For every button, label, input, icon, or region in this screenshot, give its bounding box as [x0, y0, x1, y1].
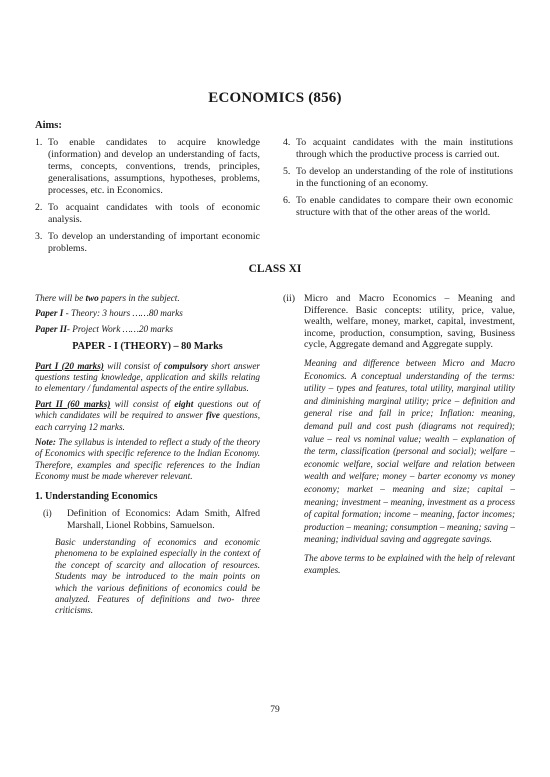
- aim-text: To enable candidates to compare their own economic structure with that of the other areas of the world.: [296, 195, 513, 218]
- topic-text: Definition of Economics: Adam Smith, Alfred Marshall, Lionel Robbins, Samuelson.: [67, 508, 260, 531]
- section-heading: 1. Understanding Economics: [35, 490, 158, 502]
- part1-paragraph: [35, 361, 260, 395]
- topic-number: (ii): [283, 293, 295, 304]
- paper1-line: [35, 308, 260, 319]
- aim-item: [283, 166, 513, 190]
- aim-item: [283, 137, 513, 161]
- aim-number: 6.: [283, 195, 291, 206]
- papers-intro-pre: There will be: [35, 293, 86, 303]
- left-column: [35, 293, 260, 617]
- papers-intro-post: papers in the subject.: [98, 293, 180, 303]
- note-label: Note:: [35, 437, 56, 448]
- paper2-line: [35, 324, 260, 335]
- topic-note: The above terms to be explained with the help of relevant examples.: [304, 552, 515, 576]
- topic-detail: Basic understanding of economics and economic phenomena to be explained especially in the context of the concept of scarcity and allocation of resources. Students may be introduced to the main points on which the various definitions of economics could be analyzed. Features of definitions and two- three criticisms.: [55, 536, 260, 616]
- part2-post: questions, each carrying 12 marks.: [35, 410, 261, 432]
- topic-text: Micro and Macro Economics – Meaning and Difference. Basic concepts: utility, price, value, wealth, welfare, money, market, capital, investment, income, production, consumption, saving, Business cycle, Aggregate demand and Aggregate supply.: [304, 293, 515, 351]
- page-number: 79: [270, 705, 280, 715]
- aim-item: [283, 195, 513, 219]
- part1-label: Part I (20 marks): [35, 360, 104, 371]
- class-heading: CLASS XI: [248, 263, 302, 275]
- topic-item: [35, 508, 260, 531]
- aim-text: To acquaint candidates with tools of economic analysis.: [48, 202, 260, 225]
- part1-post: short answer questions testing knowledge, application and skills relating to elementary / fundamental aspects of the entire syllabus.: [35, 360, 261, 394]
- note-paragraph: [35, 437, 260, 483]
- papers-count: two: [85, 293, 99, 303]
- right-column: [283, 293, 515, 577]
- aim-number: 4.: [283, 137, 291, 148]
- aim-item: [35, 137, 260, 197]
- part2-label: Part II (60 marks): [35, 398, 111, 409]
- paper2-text: - Project Work ……20 marks: [66, 323, 173, 334]
- paper-heading: PAPER - I (THEORY) – 80 Marks: [72, 341, 223, 353]
- aim-text: To develop an understanding of the role of institutions in the functioning of an economy.: [296, 166, 513, 189]
- part2-mid: questions out of which candidates will be required to answer: [35, 398, 260, 421]
- part2-pre: will consist of: [110, 398, 175, 409]
- topic-item: [283, 293, 515, 351]
- part1-pre: will consist of: [103, 360, 164, 371]
- topic-detail: Meaning and difference between Micro and Macro Economics. A conceptual understanding of the terms: utility – types and features, total utility, marginal utility and diminishing marginal utility; price – definition and general rise and fall in price; Inflation: meaning, demand pull and cost push (diagrams not required); value – real vs nominal value; wealth – explanation of the term, classification (personal and social); welfare – economic welfare, social welfare and relation between wealth and welfare; money – barter economy vs money economy; market – meaning and size; capital – meaning; investment – meaning, investment as a process of capital formation; income – meaning, factor incomes; production – meaning; consumption – meaning; saving – meaning; individual saving and aggregate savings.: [304, 357, 515, 545]
- part2-bold: eight: [174, 398, 194, 409]
- aims-list-left: [35, 137, 260, 260]
- part2-paragraph: [35, 399, 260, 433]
- part2-bold2: five: [206, 410, 220, 421]
- paper2-label: Paper II: [35, 323, 67, 334]
- paper1-label: Paper I: [35, 308, 64, 319]
- aim-text: To develop an understanding of important economic problems.: [48, 231, 260, 254]
- aim-text: To enable candidates to acquire knowledge (information) and develop an understanding of facts, terms, concepts, conventions, trends, principles, generalisations, assumptions, hypotheses, problems, processes, etc. in Economics.: [48, 137, 260, 196]
- aim-number: 1.: [35, 137, 43, 148]
- aim-text: To acquaint candidates with the main institutions through which the productive process is carried out.: [296, 137, 513, 160]
- aims-list-right: [283, 137, 513, 224]
- aim-item: [35, 231, 260, 255]
- aim-item: [35, 202, 260, 226]
- topic-number: (i): [43, 508, 52, 519]
- aim-number: 2.: [35, 202, 43, 213]
- paper1-text: - Theory: 3 hours ……80 marks: [63, 308, 183, 319]
- note-text: The syllabus is intended to reflect a study of the theory of Economics with specific reference to the Indian Economy. Therefore, examples and specific references to the Indian Economy must be made wherever relevant.: [35, 437, 260, 482]
- page-title: ECONOMICS (856): [208, 90, 342, 106]
- part1-bold: compulsory: [163, 360, 208, 371]
- aims-heading: Aims:: [35, 120, 62, 131]
- aim-number: 5.: [283, 166, 291, 177]
- papers-intro: [35, 293, 260, 304]
- aim-number: 3.: [35, 231, 43, 242]
